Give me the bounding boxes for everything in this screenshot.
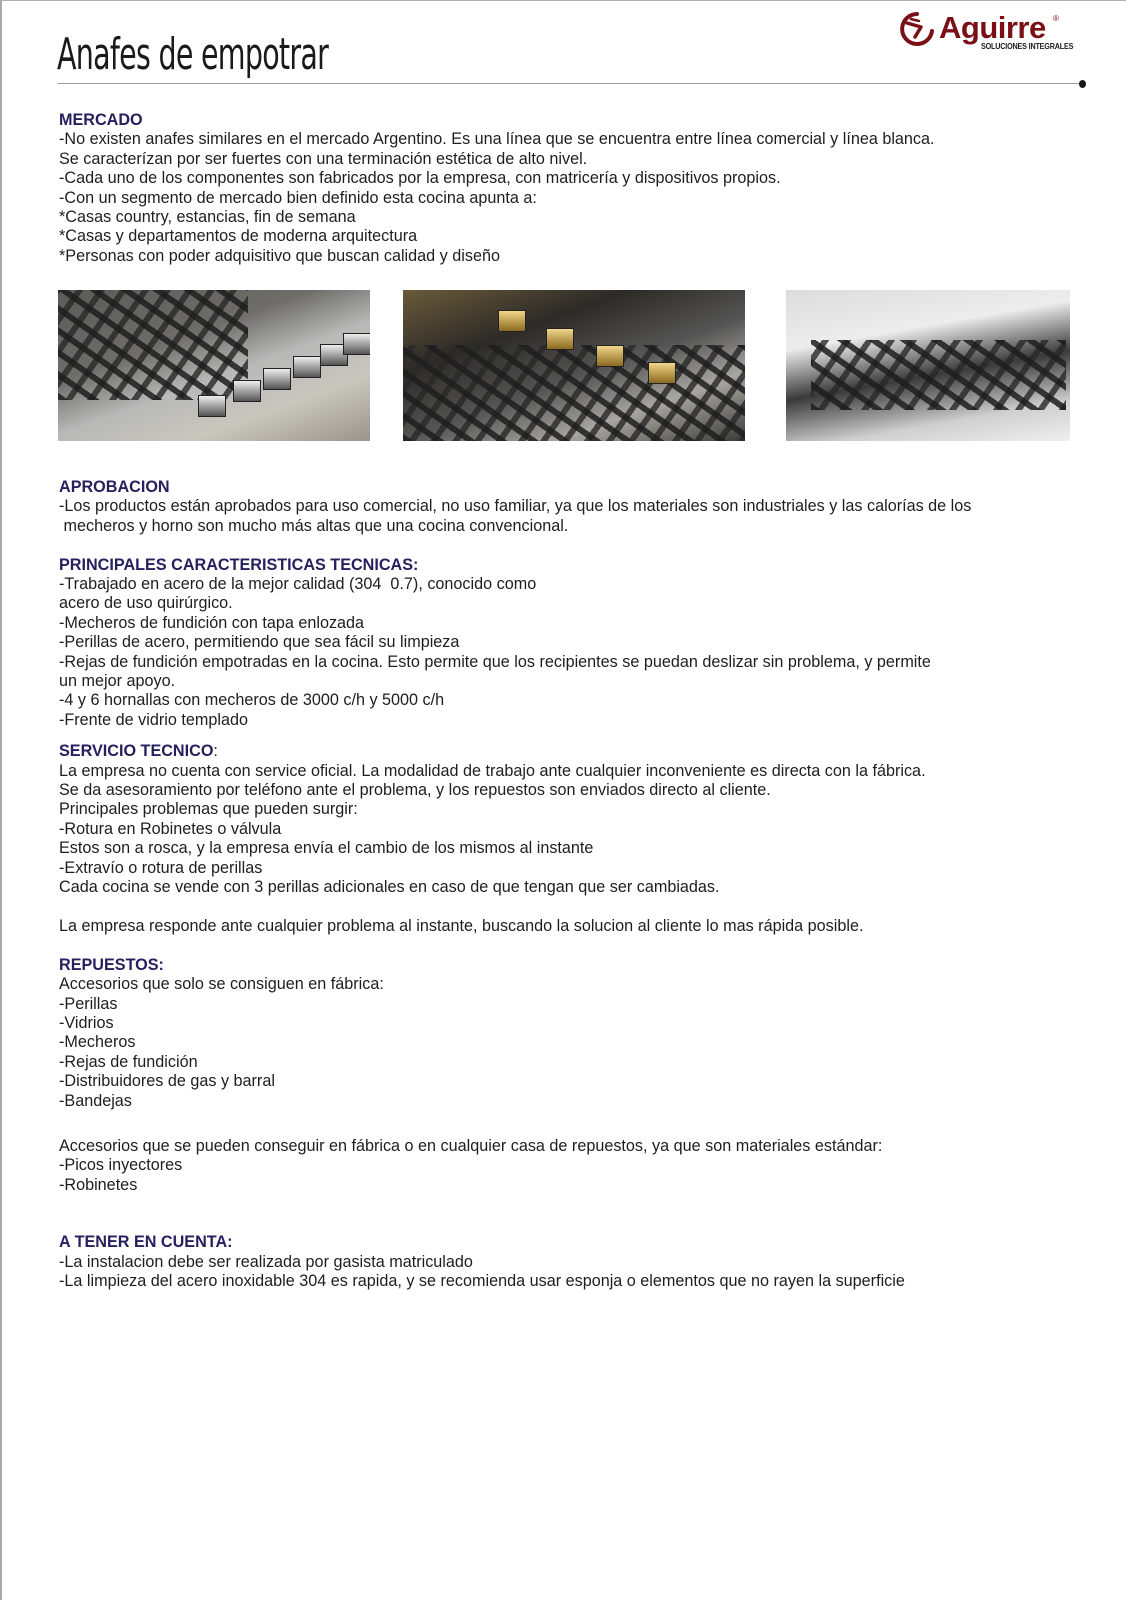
section-heading: A TENER EN CUENTA:	[59, 1233, 233, 1252]
text-line: -La instalacion debe ser realizada por gasista matriculado	[59, 1252, 473, 1271]
product-photo	[786, 290, 1070, 441]
text-line: -Perillas de acero, permitiendo que sea fácil su limpieza	[59, 633, 460, 652]
text-line: -Rejas de fundición empotradas en la cocina. Esto permite que los recipientes se puedan deslizar sin problema, y permite	[59, 652, 931, 671]
text-line: La empresa responde ante cualquier problema al instante, buscando la solucion al cliente lo mas rápida posible.	[59, 916, 864, 935]
text-line: -Frente de vidrio templado	[59, 710, 248, 729]
section-tener-en-cuenta	[59, 1233, 1099, 1291]
text-line: *Casas country, estancias, fin de semana	[59, 208, 356, 227]
list-item: -Picos inyectores	[59, 1156, 183, 1175]
list-item: -Mecheros	[59, 1033, 136, 1052]
section-heading: MERCADO	[59, 111, 143, 129]
document-body	[59, 111, 1099, 266]
text-line: acero de uso quirúrgico.	[59, 594, 233, 613]
list-item: -Perillas	[59, 994, 118, 1013]
list-item: -Bandejas	[59, 1091, 132, 1110]
section-servicio-tecnico	[59, 742, 1099, 936]
section-caracteristicas	[59, 556, 1099, 731]
heading-colon: :	[213, 742, 218, 761]
section-heading: REPUESTOS:	[59, 955, 164, 974]
section-repuestos	[59, 956, 1099, 1195]
list-item: -Robinetes	[59, 1175, 138, 1194]
text-line: -Mecheros de fundición con tapa enlozada	[59, 613, 365, 632]
section-mercado	[59, 111, 1099, 266]
text-line: Se caracterízan por ser fuertes con una terminación estética de alto nivel.	[59, 149, 588, 168]
text-line: mecheros y horno son mucho más altas que una cocina convencional.	[59, 516, 569, 535]
brand-logo	[897, 9, 1077, 53]
text-line: -Los productos están aprobados para uso comercial, no uso familiar, ya que los materiales son industriales y las calorías de los	[59, 497, 972, 516]
logo-brand-name: Aguirre	[939, 10, 1046, 45]
text-line: *Casas y departamentos de moderna arquitectura	[59, 227, 418, 246]
registered-mark: ®	[1053, 14, 1059, 23]
text-line: -Cada uno de los componentes son fabricados por la empresa, con matricería y dispositivos propios.	[59, 169, 781, 188]
text-line: Estos son a rosca, y la empresa envía el cambio de los mismos al instante	[59, 839, 594, 858]
text-line: -No existen anafes similares en el mercado Argentino. Es una línea que se encuentra entre línea comercial y línea blanca.	[59, 130, 935, 149]
text-line: *Personas con poder adquisitivo que buscan calidad y diseño	[59, 246, 500, 265]
list-item: -Distribuidores de gas y barral	[59, 1072, 275, 1091]
text-line: un mejor apoyo.	[59, 672, 176, 691]
list-item: -Vidrios	[59, 1013, 114, 1032]
text-line: -La limpieza del acero inoxidable 304 es rapida, y se recomienda usar esponja o elementos que no rayen la superficie	[59, 1271, 905, 1290]
title-divider	[58, 83, 1082, 84]
divider-dot	[1079, 80, 1086, 88]
text-line: Se da asesoramiento por teléfono ante el problema, y los repuestos son enviados directo al cliente.	[59, 781, 771, 800]
product-photo	[58, 290, 370, 441]
product-photo	[403, 290, 745, 441]
logo-emblem-icon	[897, 9, 937, 51]
text-line: -Con un segmento de mercado bien definido esta cocina apunta a:	[59, 188, 537, 207]
text-line: Accesorios que se pueden conseguir en fábrica o en cualquier casa de repuestos, ya que son materiales estándar:	[59, 1136, 883, 1155]
text-line: Principales problemas que pueden surgir:	[59, 800, 358, 819]
section-heading: PRINCIPALES CARACTERISTICAS TECNICAS:	[59, 555, 419, 574]
text-line: -4 y 6 hornallas con mecheros de 3000 c/h y 5000 c/h	[59, 691, 445, 710]
logo-tagline: SOLUCIONES INTEGRALES	[981, 42, 1074, 51]
page-title: Anafes de empotrar	[57, 29, 329, 80]
product-photos	[2, 290, 1126, 442]
list-item: -Rejas de fundición	[59, 1052, 198, 1071]
text-line: Accesorios que solo se consiguen en fábrica:	[59, 975, 384, 994]
text-line: -Extravío o rotura de perillas	[59, 858, 263, 877]
section-heading: APROBACION	[59, 478, 170, 496]
section-aprobacion	[59, 478, 1099, 536]
section-heading: SERVICIO TECNICO	[59, 742, 214, 761]
text-line: Cada cocina se vende con 3 perillas adicionales en caso de que tengan que ser cambiadas.	[59, 878, 720, 897]
text-line: -Trabajado en acero de la mejor calidad (304 0.7), conocido como	[59, 575, 537, 594]
text-line: La empresa no cuenta con service oficial. La modalidad de trabajo ante cualquier inconveniente es directa con la fábrica.	[59, 761, 926, 780]
document-body-lower	[59, 478, 1099, 1291]
text-line: -Rotura en Robinetes o válvula	[59, 819, 282, 838]
